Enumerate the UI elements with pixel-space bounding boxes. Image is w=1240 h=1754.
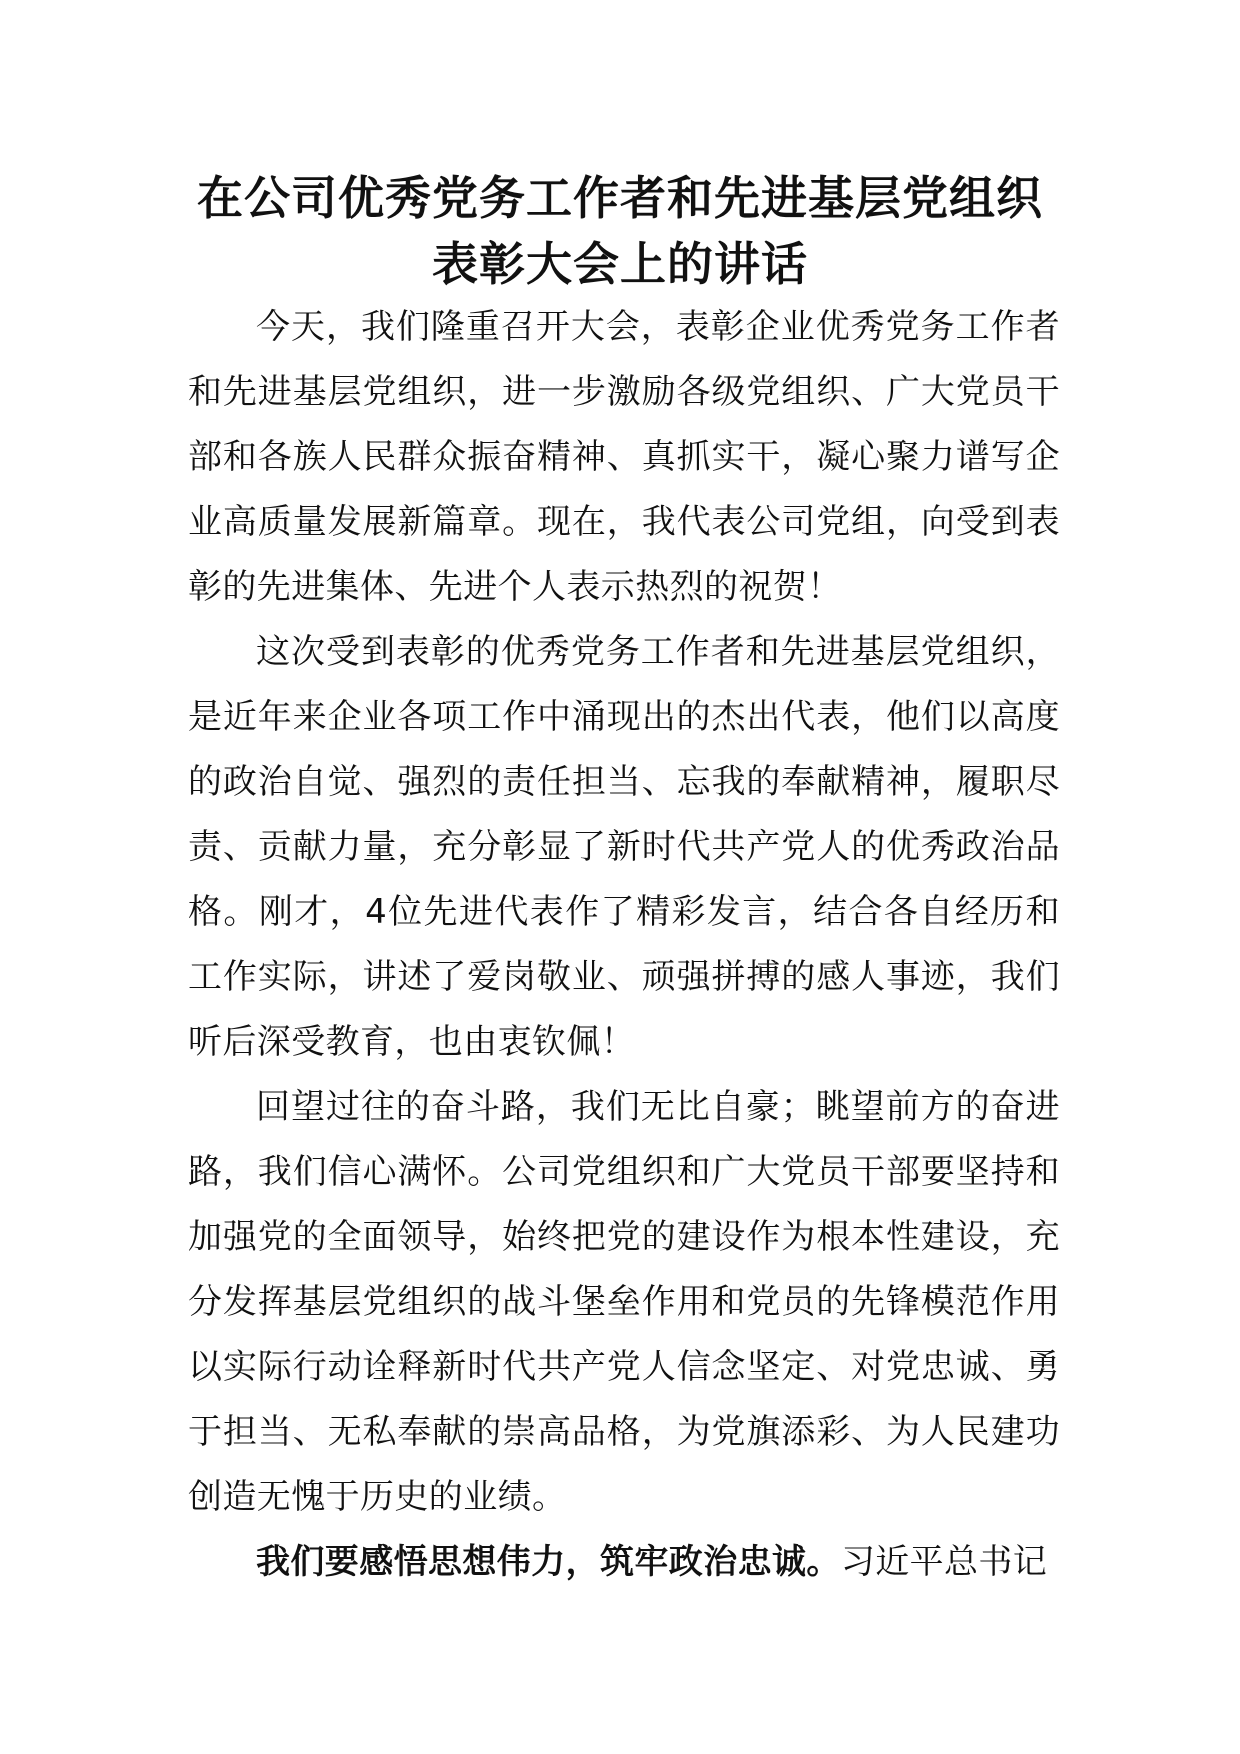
- paragraph-requirements: [188, 1530, 1060, 1595]
- paragraph-outlook: 回望过往的奋斗路，我们无比自豪；眺望前方的奋进路，我们信心满怀。公司党组织和广大党员干部要坚持和加强党的全面领导，始终把党的建设作为根本性建设，充分发挥基层党组织的战斗堡垒作用和党员的先锋模范作用以实际行动诠释新时代共产党人信念坚定、对党忠诚、勇于担当、无私奉献的崇高品格，为党旗添彩、为人民建功创造无愧于历史的业绩。: [188, 1087, 1060, 1517]
- paragraph-continuation: 习近平总书记: [840, 1542, 1048, 1582]
- document-title-line-1: 在公司优秀党务工作者和先进基层党组织: [197, 171, 1043, 225]
- paragraph-bold-lead: 我们要感悟思想伟力，筑牢政治忠诚。: [256, 1542, 841, 1582]
- paragraph-opening: 今天，我们隆重召开大会，表彰企业优秀党务工作者和先进基层党组织，进一步激励各级党组织、广大党员干部和各族人民群众振奋精神、真抓实干，凝心聚力谱写企业高质量发展新篇章。现在，我代表公司党组，向受到表彰的先进集体、先进个人表示热烈的祝贺！: [188, 307, 1060, 607]
- document-body: [188, 295, 1060, 1595]
- paragraph-honorees: 这次受到表彰的优秀党务工作者和先进基层党组织，是近年来企业各项工作中涌现出的杰出代表，他们以高度的政治自觉、强烈的责任担当、忘我的奉献精神，履职尽责、贡献力量，充分彰显了新时代共产党人的优秀政治品格。刚才，4位先进代表作了精彩发言，结合各自经历和工作实际，讲述了爱岗敬业、顽强拼搏的感人事迹，我们听后深受教育，也由衷钦佩！: [188, 632, 1060, 1062]
- document-title-line-2: 表彰大会上的讲话: [432, 237, 808, 291]
